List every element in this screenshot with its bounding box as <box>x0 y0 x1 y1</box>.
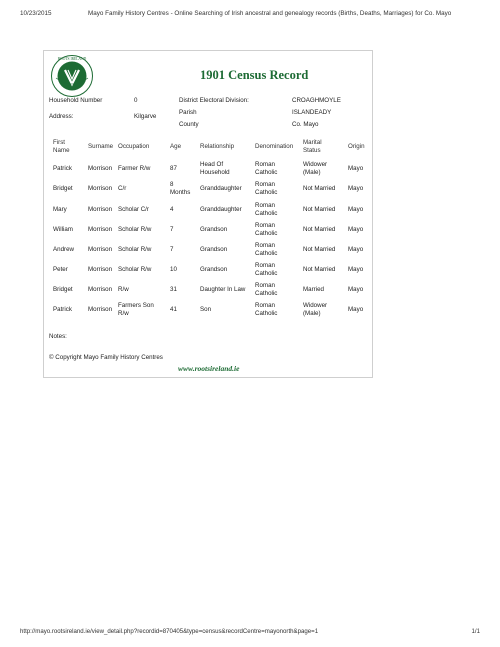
table-cell-surname: Morrison <box>88 226 113 233</box>
table-cell-denomination: Catholic <box>255 229 278 237</box>
table-cell-origin: Mayo <box>348 206 364 213</box>
table-cell-age: 87 <box>170 165 177 172</box>
print-page-title: Mayo Family History Centres - Online Searching of Irish ancestral and genealogy records (Births, Deaths, Marriages) for Co. Mayo <box>88 10 452 17</box>
table-cell-denomination: Catholic <box>255 168 278 176</box>
column-header-age: Age <box>170 143 182 150</box>
table-cell-occupation: Scholar R/w <box>118 266 152 273</box>
column-header-marital-status: Marital <box>303 139 322 147</box>
column-header-marital-status: Status <box>303 146 321 154</box>
table-cell-denomination: Catholic <box>255 209 278 217</box>
table-cell-occupation: Farmers Son <box>118 302 154 310</box>
roots-ireland-logo-icon <box>50 54 94 98</box>
table-cell-relationship: Head Of <box>200 161 224 169</box>
table-cell-origin: Mayo <box>348 246 364 253</box>
ded-label: District Electoral Division: <box>179 97 249 104</box>
table-cell-occupation: Scholar R/w <box>118 226 152 233</box>
table-cell-age: 7 <box>170 246 174 253</box>
table-cell-denomination: Roman <box>255 262 275 270</box>
table-cell-marital-status: Widower <box>303 161 328 169</box>
table-cell-relationship: Grandson <box>200 266 228 273</box>
copyright-text: © Copyright Mayo Family History Centres <box>49 354 163 361</box>
table-cell-marital-status: Not Married <box>303 226 336 233</box>
table-cell-first-name: Patrick <box>53 306 72 313</box>
table-cell-surname: Morrison <box>88 246 113 253</box>
table-cell-occupation: Scholar R/w <box>118 246 152 253</box>
address-value: Kilgarve <box>134 113 157 120</box>
column-header-relationship: Relationship <box>200 143 235 150</box>
table-cell-first-name: Bridget <box>53 185 73 192</box>
table-cell-surname: Morrison <box>88 266 113 273</box>
notes-label: Notes: <box>49 333 67 340</box>
table-cell-relationship: Grandson <box>200 246 228 253</box>
table-cell-marital-status: Not Married <box>303 266 336 273</box>
table-cell-relationship: Granddaughter <box>200 185 242 192</box>
print-date: 10/23/2015 <box>20 10 52 17</box>
table-cell-denomination: Roman <box>255 282 275 290</box>
table-cell-surname: Morrison <box>88 286 113 293</box>
column-header-first-name: First <box>53 139 66 147</box>
table-cell-occupation: C/r <box>118 185 127 192</box>
table-cell-first-name: Patrick <box>53 165 72 172</box>
table-cell-origin: Mayo <box>348 165 364 172</box>
parish-value: ISLANDEADY <box>292 109 332 116</box>
table-cell-first-name: Bridget <box>53 286 73 293</box>
table-cell-denomination: Catholic <box>255 188 278 196</box>
table-cell-relationship: Household <box>200 168 230 176</box>
ded-value: CROAGHMOYLE <box>292 97 341 104</box>
record-title: 1901 Census Record <box>200 68 309 82</box>
address-label: Address: <box>49 113 74 120</box>
table-cell-surname: Morrison <box>88 306 113 313</box>
household-number-value: 0 <box>134 97 138 104</box>
table-cell-occupation: Farmer R/w <box>118 165 151 172</box>
table-cell-first-name: Peter <box>53 266 68 273</box>
table-cell-marital-status: Not Married <box>303 246 336 253</box>
table-cell-origin: Mayo <box>348 266 364 273</box>
table-cell-age: 4 <box>170 206 174 213</box>
table-cell-origin: Mayo <box>348 286 364 293</box>
table-cell-denomination: Roman <box>255 302 275 310</box>
table-cell-first-name: Andrew <box>53 246 74 253</box>
table-cell-denomination: Roman <box>255 181 275 189</box>
table-cell-relationship: Grandson <box>200 226 228 233</box>
table-cell-denomination: Catholic <box>255 269 278 277</box>
table-cell-first-name: Mary <box>53 206 67 213</box>
table-cell-marital-status: (Male) <box>303 168 321 176</box>
print-page-number: 1/1 <box>471 628 480 635</box>
table-cell-age: 10 <box>170 266 177 273</box>
column-header-denomination: Denomination <box>255 143 294 150</box>
logo-ring-text: ROOTS IRELAND <box>57 57 87 61</box>
table-cell-surname: Morrison <box>88 185 113 192</box>
household-number-label: Household Number <box>49 97 103 104</box>
table-cell-relationship: Son <box>200 306 212 313</box>
table-cell-relationship: Granddaughter <box>200 206 242 213</box>
census-record-panel <box>43 50 373 378</box>
table-cell-occupation: Scholar C/r <box>118 206 149 213</box>
table-cell-age: 41 <box>170 306 177 313</box>
table-cell-occupation: R/w <box>118 286 129 293</box>
table-cell-first-name: William <box>53 226 73 233</box>
table-cell-marital-status: Not Married <box>303 185 336 192</box>
table-cell-denomination: Catholic <box>255 289 278 297</box>
column-header-first-name: Name <box>53 146 70 154</box>
table-cell-age: Months <box>170 188 191 196</box>
column-header-origin: Origin <box>348 143 365 150</box>
table-cell-marital-status: Married <box>303 286 324 293</box>
table-cell-origin: Mayo <box>348 185 364 192</box>
column-header-surname: Surname <box>88 143 114 150</box>
table-cell-marital-status: Widower <box>303 302 328 310</box>
table-cell-origin: Mayo <box>348 226 364 233</box>
table-cell-surname: Morrison <box>88 206 113 213</box>
table-cell-denomination: Roman <box>255 202 275 210</box>
table-cell-marital-status: Not Married <box>303 206 336 213</box>
county-label: County <box>179 121 199 128</box>
print-url: http://mayo.rootsireland.ie/view_detail.php?recordid=870405&type=census&recordCentre=mayonorth&page=1 <box>20 628 319 635</box>
table-cell-denomination: Catholic <box>255 309 278 317</box>
table-cell-marital-status: (Male) <box>303 309 321 317</box>
rootsireland-link[interactable]: www.rootsireland.ie <box>178 364 240 373</box>
parish-label: Parish <box>179 109 197 116</box>
county-value: Co. Mayo <box>292 121 319 128</box>
table-cell-age: 8 <box>170 181 174 189</box>
table-cell-origin: Mayo <box>348 306 364 313</box>
table-cell-denomination: Roman <box>255 222 275 230</box>
table-cell-denomination: Roman <box>255 161 275 169</box>
table-cell-age: 31 <box>170 286 177 293</box>
table-cell-denomination: Roman <box>255 242 275 250</box>
table-cell-age: 7 <box>170 226 174 233</box>
column-header-occupation: Occupation <box>118 143 150 150</box>
table-cell-surname: Morrison <box>88 165 113 172</box>
table-cell-denomination: Catholic <box>255 249 278 257</box>
table-cell-occupation: R/w <box>118 309 129 317</box>
table-cell-relationship: Daughter In Law <box>200 286 246 293</box>
